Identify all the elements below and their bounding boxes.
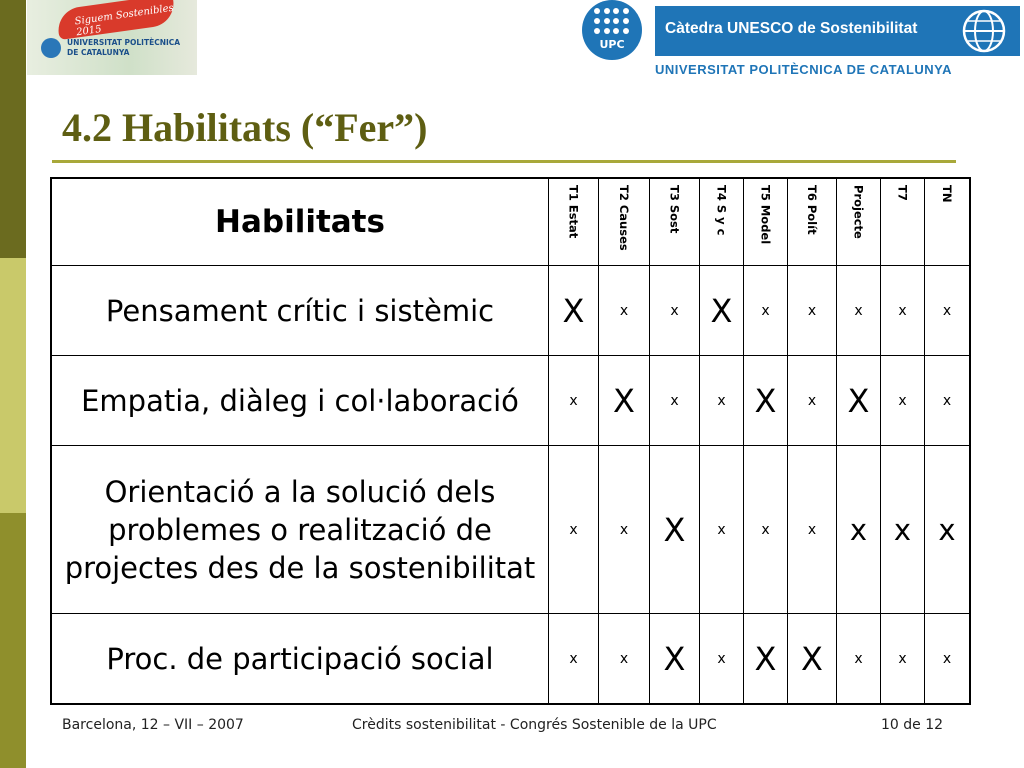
banner-org-name <box>67 38 180 58</box>
table-cell-mark: x <box>744 266 788 356</box>
table-cell-mark: X <box>744 356 788 446</box>
table-cell-mark: x <box>599 266 650 356</box>
table-cell-mark: x <box>788 356 837 446</box>
table-cell-mark: x <box>881 266 925 356</box>
col-header-label: TN <box>940 185 954 203</box>
table-cell-mark: x <box>925 356 971 446</box>
table-cell-mark: x <box>700 446 744 614</box>
col-header-label: T2 Causes <box>617 185 631 251</box>
upc-dots-icon <box>594 8 630 36</box>
globe-icon <box>961 8 1007 54</box>
table-row <box>51 446 970 614</box>
table-header-row <box>51 178 970 266</box>
decor-bar-mid <box>0 513 26 768</box>
decor-bar-dark <box>0 0 26 258</box>
table-row <box>51 356 970 446</box>
table-cell-mark: x <box>925 446 971 614</box>
table-cell-mark: x <box>788 446 837 614</box>
col-header-label: T5 Model <box>758 185 773 245</box>
col-header-label: T7 <box>895 185 910 201</box>
banner-org-line2: DE CATALUNYA <box>67 48 130 57</box>
table-cell-mark: X <box>700 266 744 356</box>
slide-title: 4.2 Habilitats (“Fer”) <box>62 105 428 150</box>
table-cell-mark: X <box>788 614 837 705</box>
col-header <box>788 178 837 266</box>
table-cell-mark: x <box>650 266 700 356</box>
upc-logo <box>582 0 642 60</box>
skills-table <box>50 177 971 705</box>
table-cell-mark: x <box>881 614 925 705</box>
row-label: Empatia, diàleg i col·laboració <box>51 356 549 446</box>
table-cell-mark: x <box>925 266 971 356</box>
decor-bar-light <box>0 258 26 513</box>
footer-event: Crèdits sostenibilitat - Congrés Sostenible de la UPC <box>352 717 717 733</box>
unesco-chair-banner <box>655 6 1020 56</box>
row-label: Orientació a la solució dels problemes o realització de projectes des de la sostenibilitat <box>51 446 549 614</box>
footer-date: Barcelona, 12 – VII – 2007 <box>62 717 244 733</box>
sostenibles-banner-logo <box>27 0 197 75</box>
col-header <box>744 178 788 266</box>
table-cell-mark: X <box>837 356 881 446</box>
col-header <box>549 178 599 266</box>
footer-page-number: 10 de 12 <box>881 717 944 733</box>
col-header <box>650 178 700 266</box>
col-header-label: Projecte <box>851 185 866 239</box>
table-cell-mark: x <box>881 356 925 446</box>
table-cell-mark: x <box>700 356 744 446</box>
table-cell-mark: x <box>599 446 650 614</box>
col-header <box>837 178 881 266</box>
table-cell-mark: X <box>650 446 700 614</box>
table-cell-mark: x <box>837 446 881 614</box>
banner-slogan: Siguem Sostenibles 2015 <box>74 2 175 39</box>
col-header <box>881 178 925 266</box>
table-cell-mark: X <box>549 266 599 356</box>
table-cell-mark: x <box>549 614 599 705</box>
table-cell-mark: X <box>650 614 700 705</box>
table-cell-mark: x <box>700 614 744 705</box>
table-cell-mark: x <box>788 266 837 356</box>
table-cell-mark: x <box>744 446 788 614</box>
title-divider <box>52 160 956 163</box>
table-cell-mark: x <box>549 446 599 614</box>
table-row <box>51 614 970 705</box>
table-row <box>51 266 970 356</box>
col-header <box>599 178 650 266</box>
unesco-chair-title: Càtedra UNESCO de Sostenibilitat <box>665 20 918 37</box>
upc-logo-text: UPC <box>599 38 625 51</box>
col-header-label: T1 Estat <box>566 185 581 239</box>
table-cell-mark: X <box>599 356 650 446</box>
col-header-label: T6 Polít <box>805 185 819 235</box>
col-header-label: T3 Sost <box>667 185 682 234</box>
col-header-label: T4 S y c <box>714 185 729 236</box>
table-cell-mark: x <box>650 356 700 446</box>
table-cell-mark: x <box>837 614 881 705</box>
table-cell-mark: x <box>599 614 650 705</box>
col-header <box>700 178 744 266</box>
col-header <box>925 178 971 266</box>
table-cell-mark: x <box>549 356 599 446</box>
header-habilitats: Habilitats <box>51 178 549 266</box>
table-cell-mark: x <box>837 266 881 356</box>
banner-org-line1: UNIVERSITAT POLITÈCNICA <box>67 38 181 47</box>
university-name: UNIVERSITAT POLITÈCNICA DE CATALUNYA <box>655 62 953 77</box>
table-cell-mark: x <box>881 446 925 614</box>
table-cell-mark: x <box>925 614 971 705</box>
row-label: Pensament crític i sistèmic <box>51 266 549 356</box>
table-cell-mark: X <box>744 614 788 705</box>
row-label: Proc. de participació social <box>51 614 549 705</box>
upc-mini-icon <box>41 38 61 58</box>
